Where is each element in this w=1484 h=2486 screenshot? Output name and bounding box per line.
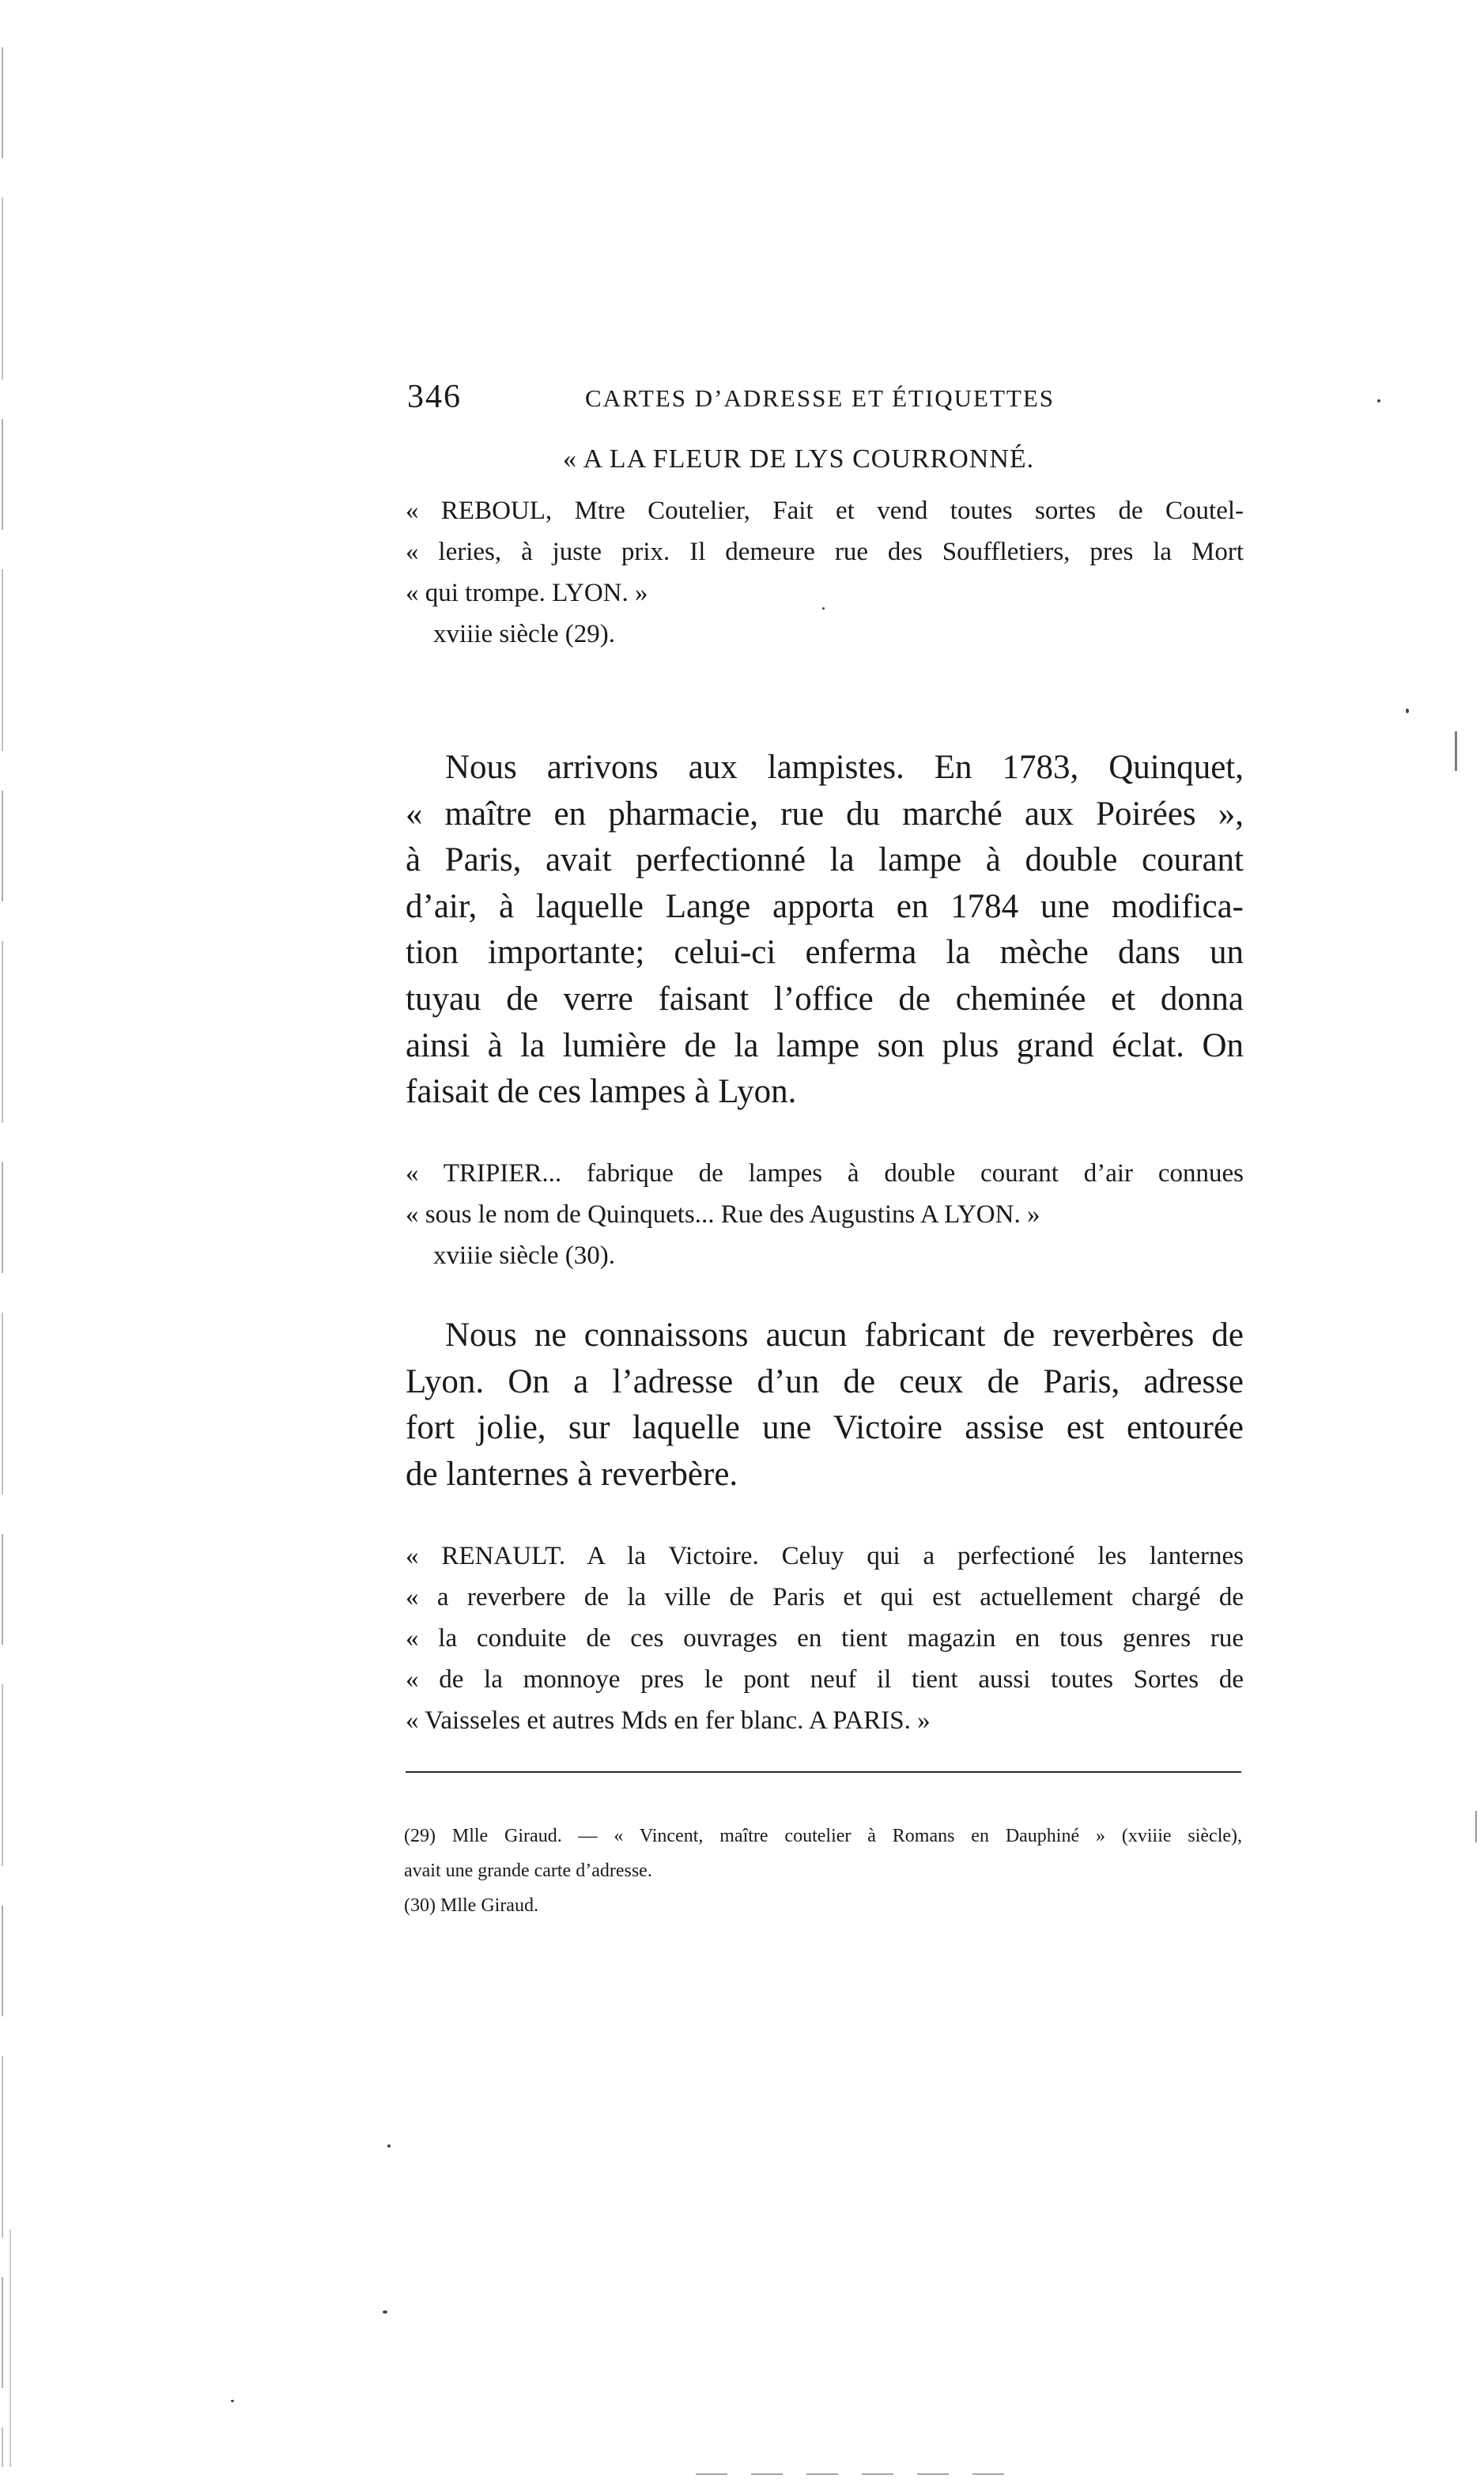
footnotes <box>404 1819 1242 1923</box>
footnote-30: (30) Mlle Giraud. <box>404 1895 538 1916</box>
entry-reboul-line-2: « leries, à juste prix. Il demeure rue des Souffletiers, pres la Mort <box>406 538 1244 566</box>
paragraph-reverberes-line-2: Lyon. On a l’adresse d’un de ceux de Paris, adresse <box>406 1362 1244 1400</box>
paragraph-reverberes <box>406 1313 1244 1498</box>
scan-mark-right <box>1475 1811 1477 1842</box>
paragraph-lampistes-line-8: faisait de ces lampes à Lyon. <box>406 1073 797 1111</box>
paragraph-lampistes-line-6: tuyau de verre faisant l’office de cheminée et donna <box>406 980 1244 1018</box>
entry-tripier-line-2: « sous le nom de Quinquets... Rue des Augustins A LYON. » <box>406 1200 1040 1229</box>
footnote-29-line-2: avait une grande carte d’adresse. <box>404 1861 652 1881</box>
paragraph-reverberes-line-4: de lanternes à reverbère. <box>406 1455 738 1493</box>
page-number: 346 <box>407 379 462 415</box>
scan-speck <box>387 2144 391 2148</box>
entry-renault-line-1: « RENAULT. A la Victoire. Celuy qui a perfectioné les lanternes <box>406 1542 1244 1570</box>
running-title: CARTES D’ADRESSE ET ÉTIQUETTES <box>585 384 1055 412</box>
scan-edge-left-lower <box>9 2230 11 2467</box>
scan-speck <box>1377 399 1380 402</box>
paragraph-reverberes-line-1: Nous ne connaissons aucun fabricant de reverbères de <box>445 1317 1244 1354</box>
entry-reboul-century: xviiie siècle (29). <box>433 620 616 648</box>
scan-speck <box>1406 708 1409 713</box>
footnote-29-line-1: (29) Mlle Giraud. — « Vincent, maître coutelier à Romans en Dauphiné » (xviiie siècle), <box>404 1826 1242 1846</box>
paragraph-lampistes-line-1: Nous arrivons aux lampistes. En 1783, Quinquet, <box>445 749 1244 786</box>
entry-tripier-century: xviiie siècle (30). <box>433 1241 616 1270</box>
sign-title-reboul: « A LA FLEUR DE LYS COURRONNÉ. <box>563 444 1035 474</box>
paragraph-lampistes-line-7: ainsi à la lumière de la lampe son plus grand éclat. On <box>406 1026 1244 1064</box>
paragraph-reverberes-line-3: fort jolie, sur laquelle une Victoire assise est entourée <box>406 1409 1244 1447</box>
entry-reboul-line-1: « REBOUL, Mtre Coutelier, Fait et vend toutes sortes de Coutel- <box>406 497 1244 525</box>
footnote-rule <box>406 1771 1241 1773</box>
scan-speck <box>231 2400 234 2402</box>
entry-renault-line-4: « de la monnoye pres le pont neuf il tient aussi toutes Sortes de <box>406 1665 1244 1694</box>
scan-bottom-dashes <box>696 2473 1028 2475</box>
scan-speck <box>383 2310 387 2314</box>
scan-speck <box>822 607 825 610</box>
page-header <box>407 378 1243 425</box>
entry-renault <box>406 1536 1244 1741</box>
paragraph-lampistes-line-2: « maître en pharmacie, rue du marché aux Poirées », <box>406 795 1244 833</box>
entry-reboul <box>406 490 1244 655</box>
paragraph-lampistes <box>406 745 1244 1116</box>
paragraph-lampistes-line-5: tion importante; celui-ci enferma la mèche dans un <box>406 934 1244 972</box>
paragraph-lampistes-line-3: à Paris, avait perfectionné la lampe à double courant <box>406 841 1244 879</box>
entry-tripier <box>406 1153 1244 1276</box>
scan-edge-left <box>2 47 3 2467</box>
paragraph-lampistes-line-4: d’air, à laquelle Lange apporta en 1784 une modifica- <box>406 887 1244 925</box>
entry-renault-line-5: « Vaisseles et autres Mds en fer blanc. A PARIS. » <box>406 1706 931 1735</box>
entry-renault-line-3: « la conduite de ces ouvrages en tient magazin en tous genres rue <box>406 1624 1244 1653</box>
entry-reboul-line-3: « qui trompe. LYON. » <box>406 579 648 607</box>
entry-tripier-line-1: « TRIPIER... fabrique de lampes à double courant d’air connues <box>406 1159 1244 1188</box>
entry-renault-line-2: « a reverbere de la ville de Paris et qui est actuellement chargé de <box>406 1583 1244 1611</box>
scan-mark-right-upper <box>1455 731 1457 771</box>
